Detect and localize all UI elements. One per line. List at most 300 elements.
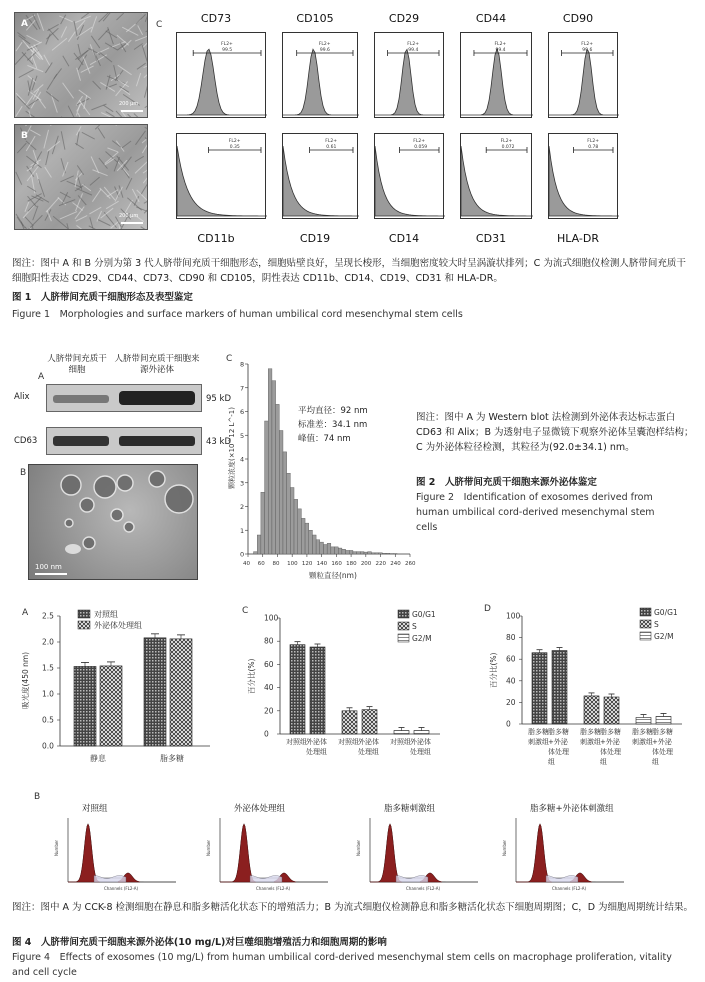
micrograph-a	[14, 12, 148, 118]
category-label: +外泌	[652, 738, 672, 746]
bar	[636, 718, 651, 724]
category-label: 对照组	[338, 738, 359, 746]
vesicle	[80, 498, 94, 512]
cell	[141, 227, 148, 230]
marker-label: HLA-DR	[556, 232, 600, 245]
cell	[112, 42, 125, 47]
x-tick-label: 180	[346, 561, 357, 567]
marker-label: CD90	[562, 12, 594, 25]
cck8-chart	[14, 606, 234, 778]
histogram-outline	[220, 824, 328, 882]
gate-label: FL2+	[228, 139, 241, 144]
cell	[61, 117, 67, 118]
cell	[91, 104, 106, 110]
tem-scale-label: 100 nm	[35, 563, 62, 571]
category-label: +外泌	[600, 738, 620, 746]
y-axis-label: 百分比(%)	[247, 658, 256, 694]
size-bar	[368, 552, 372, 554]
category-label: 脂多糖	[528, 728, 549, 736]
x-axis-label: Channels (FL2-A)	[552, 886, 587, 891]
blot-strip-alix	[46, 384, 202, 412]
cell	[61, 27, 66, 38]
cell	[32, 76, 37, 91]
cell	[118, 65, 132, 74]
histogram-curve	[549, 146, 619, 216]
gate-label: FL2+	[221, 42, 233, 47]
y-tick-label: 80	[264, 636, 274, 646]
histogram-outline	[516, 824, 624, 882]
cell	[91, 16, 97, 32]
category-label: +外泌	[548, 738, 568, 746]
cell	[135, 131, 145, 145]
cell	[141, 182, 148, 195]
legend-label: G0/G1	[654, 608, 678, 617]
cell	[16, 106, 23, 116]
size-bar	[379, 553, 383, 554]
x-tick-label: 260	[405, 561, 416, 567]
cell	[17, 143, 26, 153]
y-tick-label: 0	[240, 550, 245, 559]
y-tick-label: 7	[240, 384, 245, 393]
cell	[134, 44, 143, 50]
gate-label: FL2+	[318, 42, 331, 47]
cell	[99, 52, 112, 62]
size-bar	[261, 492, 265, 554]
x-tick-label: 120	[301, 561, 313, 567]
x-tick-label: 40	[243, 561, 250, 567]
legend-swatch	[640, 608, 651, 616]
bar	[74, 666, 96, 746]
cell	[146, 24, 148, 32]
flow-histogram	[282, 133, 358, 219]
histogram-curve	[375, 146, 445, 216]
histogram-curve	[283, 49, 359, 115]
cell	[44, 55, 50, 66]
legend-swatch	[640, 620, 651, 628]
histogram-title: 外泌体处理组	[234, 804, 286, 814]
gate-value: 0.61	[326, 145, 337, 150]
cell	[46, 91, 59, 101]
cell	[19, 70, 34, 78]
cell	[23, 206, 34, 218]
blot-band	[119, 391, 195, 405]
cell	[26, 111, 38, 118]
category-label: 组	[548, 758, 555, 766]
cell	[27, 35, 41, 42]
cell	[37, 13, 43, 30]
g0g1-peak	[516, 824, 552, 882]
cell	[106, 201, 118, 208]
cell	[145, 13, 148, 22]
vesicle	[65, 544, 81, 554]
x-tick-label: 80	[272, 561, 280, 567]
legend-label: 外泌体处理组	[94, 621, 142, 630]
cell	[61, 15, 66, 24]
cell	[127, 198, 141, 211]
histogram-title: 对照组	[82, 804, 108, 814]
cell	[17, 217, 23, 226]
marker-label: CD44	[475, 12, 507, 25]
marker-label: CD11b	[197, 232, 235, 245]
category-label: 脂多糖	[580, 728, 601, 736]
y-tick-label: 4	[240, 455, 245, 464]
flow-histogram	[374, 133, 444, 219]
y-axis-label: Number	[502, 839, 507, 856]
x-tick-label: 240	[390, 561, 401, 567]
y-tick-label: 0	[264, 729, 269, 739]
s-phase-region	[396, 876, 428, 882]
bar	[310, 647, 325, 734]
cell	[61, 131, 65, 149]
fig4-panel-d: D	[484, 604, 491, 614]
cell	[103, 105, 113, 111]
size-bar	[279, 431, 283, 555]
gate-label: FL2+	[325, 139, 338, 144]
cell	[107, 148, 118, 152]
vesicle	[65, 519, 73, 527]
legend-label: G2/M	[654, 632, 674, 641]
category-label: 体处理	[652, 748, 673, 756]
bar	[532, 653, 547, 724]
category-label: 静息	[90, 754, 106, 763]
y-tick-label: 20	[506, 697, 516, 707]
size-bar	[375, 553, 379, 554]
fig2-panel-c: C	[226, 354, 233, 364]
bar	[342, 711, 357, 734]
vesicle	[83, 537, 95, 549]
kd-95: 95 kD	[206, 394, 231, 404]
bar	[290, 645, 305, 734]
scale-label: 200 μm	[119, 213, 139, 219]
legend-swatch	[398, 634, 409, 642]
y-tick-label: 3	[240, 479, 245, 488]
stat-mean: 平均直径：92 nm	[298, 406, 368, 416]
vesicle	[111, 509, 123, 521]
histogram-curve	[549, 49, 619, 115]
y-tick-label: 1	[240, 526, 245, 535]
size-bar	[312, 535, 316, 554]
cell	[67, 223, 72, 230]
cell	[31, 229, 35, 230]
size-bar	[268, 369, 272, 554]
histogram-curve	[177, 49, 267, 115]
cell	[121, 88, 130, 95]
cell	[27, 186, 36, 191]
legend-label: S	[654, 620, 659, 629]
marker-label: CD105	[296, 12, 334, 25]
category-label: 组	[600, 758, 607, 766]
cell	[122, 141, 131, 148]
fig4-panel-a: A	[22, 608, 29, 618]
size-bar	[257, 535, 261, 554]
x-tick-label: 140	[316, 561, 328, 567]
cell	[136, 73, 140, 86]
gate-label: FL2+	[581, 42, 594, 47]
size-bar	[320, 542, 324, 554]
y-tick-label: 40	[264, 683, 274, 693]
flow-histogram	[548, 32, 618, 118]
cell-cycle-histogram	[500, 816, 630, 892]
vesicle	[61, 475, 81, 495]
legend-swatch	[398, 622, 409, 630]
fig1-title-en: Figure 1 Morphologies and surface markers of human umbilical cord mesenchymal stem cells	[12, 309, 463, 320]
cell	[68, 32, 75, 42]
cell-cycle-histogram	[52, 816, 182, 892]
legend-label: G0/G1	[412, 610, 436, 619]
cell	[137, 63, 146, 69]
category-label: 外泌体	[306, 738, 327, 746]
x-tick-label: 200	[360, 561, 372, 567]
gate-label: FL2+	[587, 139, 599, 144]
cell	[89, 207, 101, 214]
gate-label: FL2+	[494, 42, 507, 47]
cell	[63, 56, 69, 66]
y-tick-label: 2.5	[42, 611, 54, 621]
size-bar	[338, 548, 342, 554]
y-tick-label: 40	[506, 676, 516, 686]
cell	[138, 25, 143, 34]
fig4-title-en: Figure 4 Effects of exosomes (10 mg/L) from human umbilical cord-derived mesenchymal stem cells on macrophage proliferation, vitality and cell cycle	[12, 952, 672, 978]
micrograph-b	[14, 124, 148, 230]
bar	[144, 638, 166, 746]
size-bar	[316, 540, 320, 554]
cell	[79, 90, 91, 99]
panel-label-c: C	[156, 20, 163, 30]
gate-value: 99.4	[408, 48, 419, 53]
y-tick-label: 0.5	[42, 715, 54, 725]
histogram-curve	[461, 49, 533, 115]
x-tick-label: 60	[257, 561, 265, 567]
fig4-panel-c: C	[242, 606, 249, 616]
gate-value: 99.6	[319, 48, 330, 53]
gate-value: 0.35	[229, 145, 240, 150]
cell	[53, 216, 68, 228]
panel-label-a: A	[21, 19, 28, 29]
cell	[34, 84, 44, 92]
size-bar	[331, 547, 335, 554]
category-label: 处理组	[410, 748, 431, 756]
legend-swatch	[398, 610, 409, 618]
flow-histogram	[282, 32, 358, 118]
flow-histogram	[176, 133, 266, 219]
y-axis-label: 颗粒浓度(×10^12 L^-1)	[228, 407, 236, 489]
cell	[114, 65, 117, 79]
cell	[77, 27, 93, 37]
cell	[77, 225, 91, 230]
gate-label: FL2+	[407, 42, 420, 47]
y-tick-label: 2.0	[42, 637, 54, 647]
size-bar	[254, 552, 258, 554]
y-tick-label: 1.5	[42, 663, 54, 673]
blot-band	[119, 436, 195, 446]
cell	[77, 25, 83, 40]
cell	[98, 220, 110, 226]
cell	[30, 130, 40, 136]
cell	[45, 167, 52, 178]
y-tick-label: 0	[506, 719, 511, 729]
cell	[63, 162, 68, 176]
category-label: 脂多糖	[548, 728, 569, 736]
size-bar	[327, 543, 331, 554]
histogram-curve	[375, 49, 445, 115]
scale-bar	[121, 110, 143, 112]
g0g1-peak	[220, 824, 256, 882]
stat-sd: 标准差：34.1 nm	[298, 420, 368, 430]
particle-stats	[298, 404, 368, 446]
vesicle	[94, 476, 116, 498]
vesicle	[124, 522, 134, 532]
scale-bar	[121, 222, 143, 224]
bar	[656, 716, 671, 724]
fig2-panel-b: B	[20, 468, 27, 478]
cell	[63, 83, 74, 99]
fig2-note: 图注：图中 A 为 Western blot 法检测到外泌体表达标志蛋白 CD63 和 Alix；B 为透射电子显微镜下观察外泌体呈囊泡样结构；C 为外泌体粒径检测，其粒径为(92.0±34.1) nm。	[416, 412, 694, 453]
cell	[27, 65, 43, 71]
histogram-curve	[177, 146, 267, 216]
cell	[51, 94, 57, 112]
cell	[125, 200, 133, 213]
legend-swatch	[78, 610, 90, 618]
cell	[98, 128, 105, 139]
cell	[145, 98, 148, 107]
category-label: 刺激组	[528, 738, 549, 746]
cell	[60, 212, 77, 219]
cell	[142, 45, 147, 61]
fig4-title-cn: 图 4 人脐带间充质干细胞来源外泌体(10 mg/L)对巨噬细胞增殖活力和细胞周期的影响	[12, 937, 387, 948]
cell	[78, 113, 83, 118]
size-bar	[353, 552, 357, 554]
cell	[142, 143, 148, 153]
size-bar	[305, 523, 309, 554]
size-bar	[294, 499, 298, 554]
cell	[144, 68, 148, 78]
y-tick-label: 100	[264, 613, 279, 623]
marker-label: CD73	[200, 12, 232, 25]
size-bar	[301, 518, 305, 554]
cell	[92, 189, 100, 201]
x-axis-label: 颗粒直径(nm)	[309, 571, 357, 580]
x-tick-label: 160	[331, 561, 342, 567]
category-label: 对照组	[390, 738, 411, 746]
cell	[101, 208, 114, 218]
cell	[143, 37, 148, 47]
size-bar	[298, 509, 302, 554]
size-bar	[265, 421, 269, 554]
bar	[604, 697, 619, 724]
cell-cycle-chart-d	[482, 604, 700, 794]
tem-image	[28, 464, 198, 580]
cell	[82, 132, 95, 139]
cell	[46, 150, 49, 165]
x-axis-label: Channels (FL2-A)	[104, 886, 139, 891]
cell	[32, 226, 35, 230]
size-bar	[386, 553, 390, 554]
size-bar	[382, 553, 386, 554]
vesicle	[117, 475, 133, 491]
gate-value: 99.5	[222, 48, 233, 53]
size-bar	[272, 381, 276, 554]
category-label: 体处理	[548, 748, 569, 756]
bar	[552, 651, 567, 724]
panel-label-b: B	[21, 131, 28, 141]
vesicle	[149, 471, 165, 487]
cell	[144, 203, 148, 214]
cell	[89, 226, 102, 230]
kd-43: 43 kD	[206, 437, 231, 447]
cell	[144, 85, 147, 98]
cell	[51, 125, 59, 126]
particle-size-chart	[226, 354, 416, 586]
cell	[32, 54, 37, 68]
cell	[78, 44, 80, 55]
s-phase-region	[94, 876, 126, 882]
bar	[394, 731, 409, 734]
cell	[54, 68, 62, 78]
cell	[75, 171, 78, 187]
cell	[97, 48, 109, 54]
legend-swatch	[640, 632, 651, 640]
cell	[15, 53, 26, 65]
cell	[16, 172, 22, 185]
blot-col2-label: 人脐带间充质干细胞来源外泌体	[114, 354, 200, 375]
size-bar	[349, 550, 353, 554]
category-label: 脂多糖	[632, 728, 653, 736]
category-label: 处理组	[306, 748, 327, 756]
flow-histogram	[176, 32, 266, 118]
size-bar	[287, 473, 291, 554]
y-tick-label: 100	[506, 611, 521, 621]
gate-value: 0.059	[414, 145, 428, 150]
cell	[135, 156, 144, 161]
category-label: 刺激组	[580, 738, 601, 746]
y-tick-label: 8	[240, 360, 245, 369]
cell	[26, 96, 33, 107]
y-axis-label: Number	[206, 839, 211, 856]
fig4-panel-b: B	[34, 792, 41, 802]
fig4-note: 图注：图中 A 为 CCK-8 检测细胞在静息和脂多糖活化状态下的增殖活力；B 为流式细胞仪检测静息和脂多糖活化状态下细胞周期图；C，D 为细胞周期统计结果。	[12, 902, 694, 913]
scale-label: 200 μm	[119, 101, 139, 107]
category-label: 脂多糖	[160, 754, 184, 763]
category-label: 脂多糖	[600, 728, 621, 736]
flow-histogram	[460, 133, 532, 219]
cell	[107, 190, 118, 197]
tem-scale-bar	[35, 573, 67, 575]
cell	[116, 125, 126, 126]
category-label: 对照组	[286, 738, 307, 746]
fig1-title-cn: 图 1 人脐带间充质干细胞形态及表型鉴定	[12, 292, 193, 303]
stat-peak: 峰值：74 nm	[298, 434, 351, 444]
cell	[44, 130, 49, 149]
cell	[116, 13, 123, 20]
y-tick-label: 6	[240, 408, 245, 416]
category-label: 脂多糖	[652, 728, 673, 736]
y-tick-label: 1.0	[42, 689, 54, 699]
y-tick-label: 5	[240, 431, 245, 440]
cell	[33, 206, 38, 220]
y-axis-label: 百分比(%)	[489, 652, 498, 688]
cell	[68, 106, 77, 118]
cell	[16, 42, 22, 51]
legend-label: S	[412, 622, 417, 631]
legend-swatch	[78, 621, 90, 629]
fig2-panel-a: A	[38, 372, 45, 382]
cell	[79, 100, 90, 115]
gate-value: 99.6	[582, 48, 593, 53]
marker-label: CD31	[475, 232, 507, 245]
flow-histogram	[460, 32, 532, 118]
x-axis-label: Channels (FL2-A)	[406, 886, 441, 891]
cell	[25, 217, 33, 226]
